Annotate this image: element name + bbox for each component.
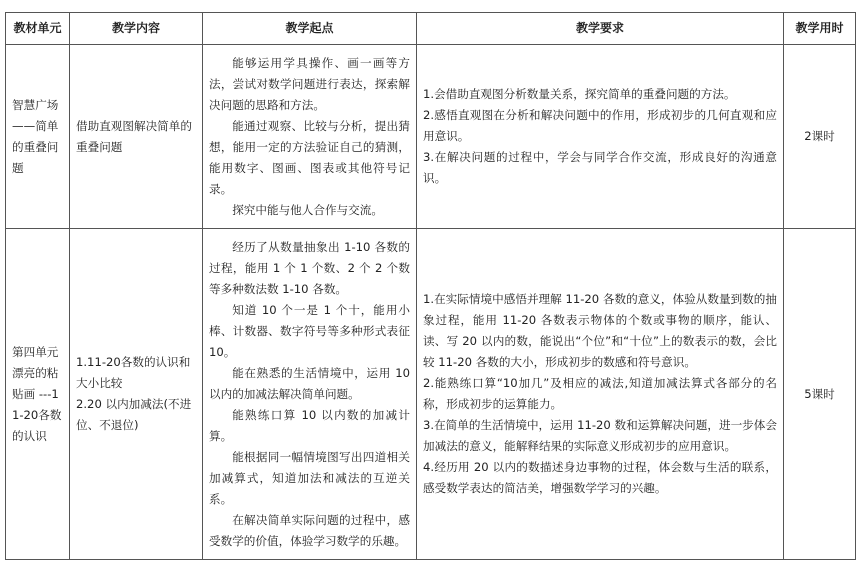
start-paragraph: 能熟练口算 10 以内数的加减计算。 [209, 407, 410, 443]
start-paragraph: 探究中能与他人合作与交流。 [232, 202, 383, 217]
start-paragraph: 能根据同一幅情境图写出四道相关加减算式，知道加法和减法的互逆关系。 [209, 449, 410, 506]
start-paragraph: 经历了从数量抽象出 1-10 各数的过程，能用 1 个 1 个数、2 个 2 个数等多种数法数 1-10 各数。 [209, 239, 410, 296]
content-item: 2.20 以内加减法(不进位、不退位) [76, 397, 192, 432]
requirement-item: 4.经历用 20 以内的数描述身边事物的过程，体会数与生活的联系，感受数学表达的简洁美，增强数学学习的兴趣。 [423, 460, 777, 495]
teaching-plan-table [5, 12, 856, 560]
requirements-cell [417, 229, 784, 560]
start-paragraph: 能够运用学具操作、画一画等方法，尝试对数学问题进行表达，探索解决问题的思路和方法。 [209, 55, 410, 112]
hours-cell: 2课时 [784, 45, 856, 229]
content-cell [70, 229, 203, 560]
requirement-item: 2.能熟练口算“10加几”及相应的减法,知道加减法算式各部分的名称，形成初步的运算能力。 [423, 376, 777, 411]
table-row [6, 229, 856, 560]
start-paragraph: 在解决简单实际问题的过程中，感受数学的价值，体验学习数学的乐趣。 [209, 512, 410, 548]
requirements-cell [417, 45, 784, 229]
content-item: 1.11-20各数的认识和大小比较 [76, 355, 191, 390]
hours-cell: 5课时 [784, 229, 856, 560]
header-start: 教学起点 [203, 13, 417, 45]
start-cell [203, 45, 417, 229]
requirement-item: 3.在简单的生活情境中，运用 11-20 数和运算解决问题，进一步体会加减法的意义，能解释结果的实际意义形成初步的应用意识。 [423, 418, 777, 453]
start-paragraph: 能通过观察、比较与分析，提出猜想，能用一定的方法验证自己的猜测，能用数字、图画、图表或其他符号记录。 [209, 118, 410, 196]
unit-cell: 智慧广场——简单的重叠问题 [6, 45, 70, 229]
content-cell: 借助直观图解决简单的重叠问题 [70, 45, 203, 229]
table-header-row [6, 13, 856, 45]
start-cell [203, 229, 417, 560]
start-paragraph: 能在熟悉的生活情境中，运用 10 以内的加减法解决简单问题。 [209, 365, 410, 401]
header-unit: 教材单元 [6, 13, 70, 45]
unit-cell: 第四单元 漂亮的粘贴画 ---11-20各数的认识 [6, 229, 70, 560]
requirement-item: 1.会借助直观图分析数量关系，探究简单的重叠问题的方法。 [423, 87, 736, 101]
requirement-item: 3.在解决问题的过程中，学会与同学合作交流，形成良好的沟通意识。 [423, 150, 777, 185]
requirement-item: 2.感悟直观图在分析和解决问题中的作用，形成初步的几何直观和应用意识。 [423, 108, 777, 143]
requirement-item: 1.在实际情境中感悟并理解 11-20 各数的意义，体验从数量到数的抽象过程，能用 11-20 各数表示物体的个数或事物的顺序，能认、读、写 20 以内的数，能说出“个位”和“十位”上的数表示的数，会比较 11-20 各数的大小，形成初步的数感和符号意识。 [423, 292, 777, 369]
header-hours: 教学用时 [784, 13, 856, 45]
header-content: 教学内容 [70, 13, 203, 45]
start-paragraph: 知道 10 个一是 1 个十，能用小棒、计数器、数字符号等多种形式表征 10。 [209, 302, 410, 359]
header-requirements: 教学要求 [417, 13, 784, 45]
table-row [6, 45, 856, 229]
